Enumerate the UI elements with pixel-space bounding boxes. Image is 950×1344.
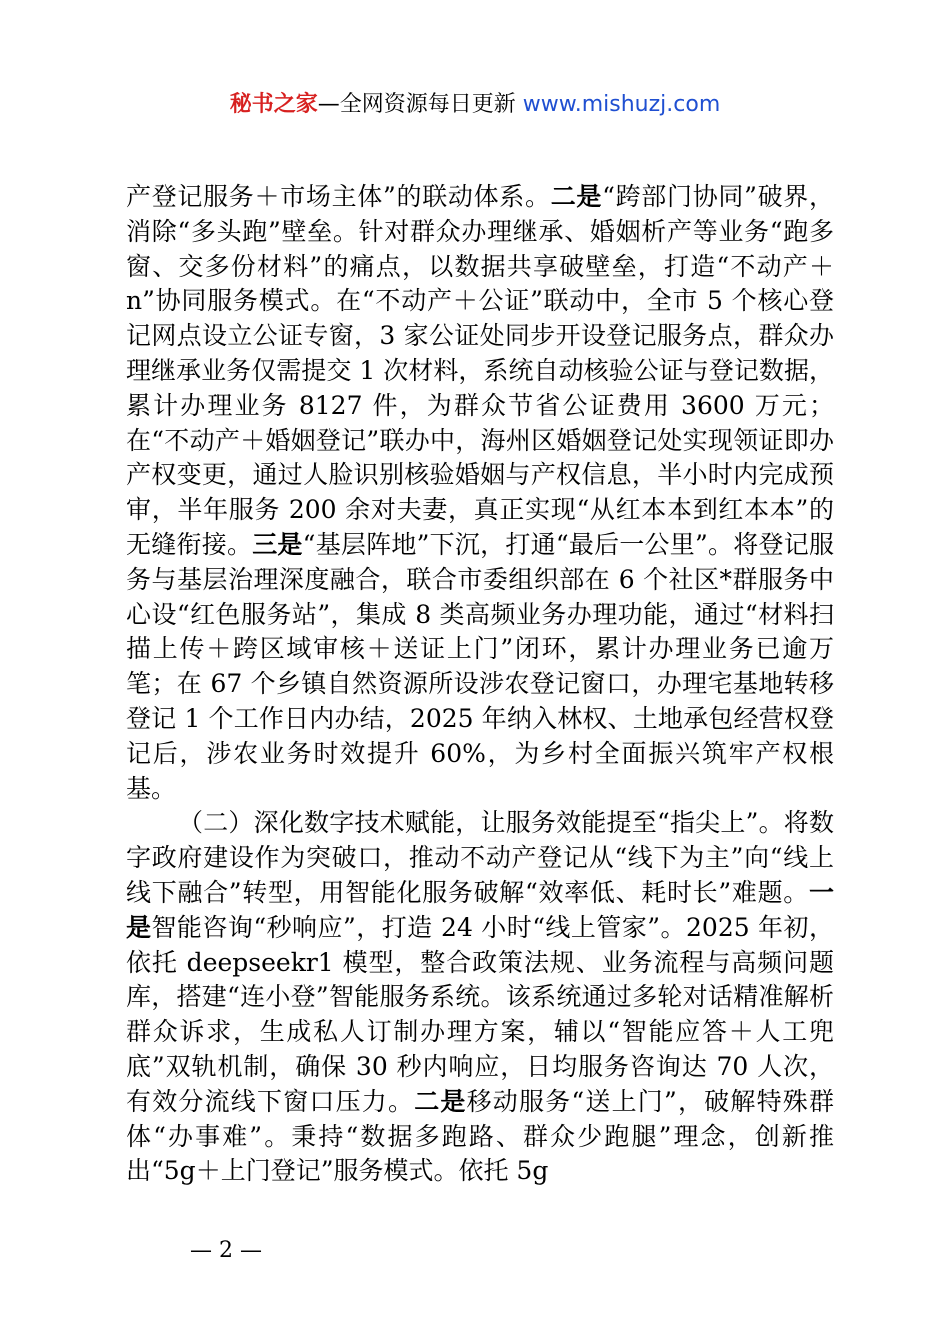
header-slogan: —全网资源每日更新 xyxy=(317,92,523,117)
point-two-label: 二是 xyxy=(550,182,603,211)
point-three-label: 三是 xyxy=(252,529,303,559)
paragraph-2-text: 移动服务“送上门”，破解特殊群体“办事难”。秉持“数据多跑路、群众少跑腿”理念，创新推出“5g＋上门登记”服务模式。依托 5g xyxy=(126,1086,834,1186)
point-two-label: 二是 xyxy=(414,1086,467,1116)
point-one-label: 一是 xyxy=(126,877,834,942)
document-body xyxy=(126,180,834,1189)
paragraph-1 xyxy=(126,180,834,806)
paragraph-2-text: 智能咨询“秒响应”，打造 24 小时“线上管家”。2025 年初，依托 deepseekr1 模型，整合政策法规、业务流程与高频问题库，搭建“连小登”智能服务系统。该系统通过多轮对话精准解析群众诉求，生成私人订制办理方案，辅以“智能应答＋人工兜底”双轨机制，确保 30 秒内响应，日均服务咨询达 70 人次，有效分流线下窗口压力。 xyxy=(126,912,834,1116)
section-heading: （二）深化数字技术赋能，让服务效能提至“指尖上”。将数字政府建设作为突破口，推动不动产登记从“线下为主”向“线上线下融合”转型，用智能化服务破解“效率低、耗时长”难题。 xyxy=(126,808,834,907)
brand-name: 秘书之家 xyxy=(229,92,318,117)
paragraph-1-text: 产登记服务＋市场主体”的联动体系。 xyxy=(126,182,551,211)
paragraph-1-text: “基层阵地”下沉，打通“最后一公里”。将登记服务与基层治理深度融合，联合市委组织部在 6 个社区*群服务中心设“红色服务站”，集成 8 类高频业务办理功能，通过“材料扫描上传＋跨区域审核＋送证上门”闭环，累计办理业务已逾万笔；在 67 个乡镇自然资源所设涉农登记窗口，办理宅基地转移登记 1 个工作日内办结，2025 年纳入林权、土地承包经营权登记后，涉农业务时效提升 60%，为乡村全面振兴筑牢产权根基。 xyxy=(126,529,834,803)
paragraph-1-text: “跨部门协同”破界，消除“多头跑”壁垒。针对群众办理继承、婚姻析产等业务“跑多窗、交多份材料”的痛点，以数据共享破壁垒，打造“不动产＋n”协同服务模式。在“不动产＋公证”联动中，全市 5 个核心登记网点设立公证专窗，3 家公证处同步开设登记服务点，群众办理继承业务仅需提交 1 次材料，系统自动核验公证与登记数据，累计办理业务 8127 件，为群众节省公证费用 3600 万元；在“不动产＋婚姻登记”联办中，海州区婚姻登记处实现领证即办产权变更，通过人脸识别核验婚姻与产权信息，半小时内完成预审，半年服务 200 余对夫妻，真正实现“从红本本到红本本”的无缝衔接。 xyxy=(126,182,834,559)
paragraph-2 xyxy=(126,806,834,1189)
site-url[interactable]: www.mishuzj.com xyxy=(522,92,721,117)
page-number: — 2 — xyxy=(190,1238,262,1263)
site-header xyxy=(0,88,950,122)
